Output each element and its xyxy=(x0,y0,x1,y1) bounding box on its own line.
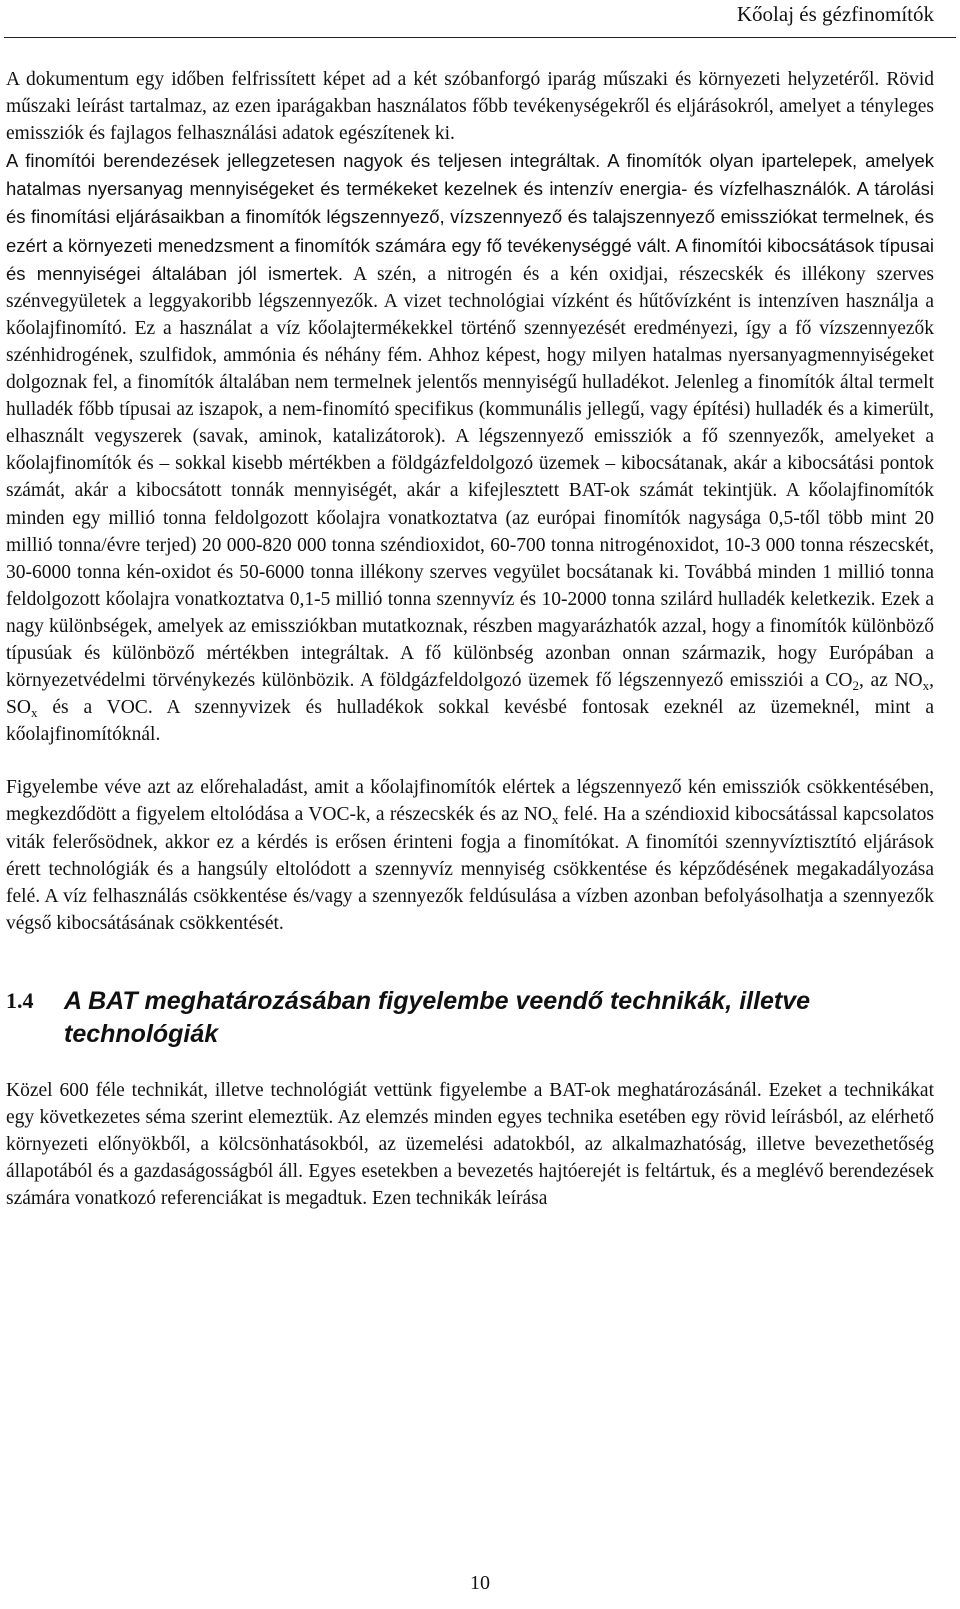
section-spacer xyxy=(6,937,934,985)
paragraph-sentence: A finomítók olyan ipartelepek, amelyek hatalmas nyersanyag mennyiségeket és termékeket kezelnek és intenzív energia- és vízfelhasználók. xyxy=(6,150,934,200)
paragraph-sentence: A finomítói berendezések jellegzetesen nagyok és teljesen integráltak. xyxy=(6,150,601,172)
paragraph-intro xyxy=(6,66,934,748)
subscript: 2 xyxy=(852,678,860,694)
section-heading xyxy=(6,985,934,1051)
paragraph-sentence: és a VOC. A szennyvizek és hulladékok sokkal kevésbé fontosak ezeknél az üzemeknél, mint a kőolajfinomítóknál. xyxy=(6,697,934,746)
paragraph-techniques: Közel 600 féle technikát, illetve technológiát vettünk figyelembe a BAT-ok meghatározásánál. Ezeket a technikákat egy következetes séma szerint elemeztük. Az elemzés minden egyes technika esetében egy rövid leírásból, az elérhető környezeti előnyökből, a kölcsönhatásokból, az üzemelési adatokból, az alkalmazhatóság, illetve bevezethetőség állapotából és a gazdaságosságból áll. Egyes esetekben a bevezetés hajtóerejét is feltártuk, és a meglévő berendezések számára vonatkozó referenciákat is megadtuk. Ezen technikák leírása xyxy=(6,1079,934,1210)
paragraph-sentence: felé. Ha a széndioxid kibocsátással kapcsolatos viták felerősödnek, akkor ez a kérdés is erősen érinteni fogja a finomítókat. A finomítói szennyvíztisztító eljárások érett technológiák és a hangsúly eltolódott a szennyvíz mennyiség csökkentése és képződésének megakadályozása felé. A víz felhasználás csökkentése és/vagy a szennyezők feldúsulása a vízben azonban befolyásolhatja a szennyezők végső kibocsátásának csökkentését. xyxy=(6,804,934,934)
section-number: 1.4 xyxy=(6,987,34,1013)
running-header: Kőolaj és gézfinomítók xyxy=(736,2,934,26)
document-body xyxy=(6,66,934,1212)
paragraph-sentence: A dokumentum egy időben felfrissített képet ad a két szóbanforgó iparág műszaki és környezeti helyzetéről. Rövid műszaki leírást tartalmaz, az ezen iparágakban használatos főbb tevékenységekről és eljárásokról, amelyet a tényleges emissziók és fajlagos felhasználási adatok egészítenek ki. xyxy=(6,69,934,145)
paragraph-sentence: , az NO xyxy=(859,670,923,692)
subscript: x xyxy=(551,812,559,828)
paragraph-progress xyxy=(6,774,934,937)
paragraph-sentence: Figyelembe véve azt az előrehaladást, amit a kőolajfinomítók elértek a légszennyező kén emissziók csökkentésében, megkezdődött a figyelem eltolódása a VOC-k, a részecskék és az NO xyxy=(6,777,934,826)
header-divider xyxy=(4,37,956,38)
subscript: x xyxy=(922,678,930,694)
paragraph-sentence: Ez a használat a víz kőolajtermékekkel történő szennyezését eredményezi, így a fő vízszennyezők szénhidrogének, szulfidok, ammónia és néhány fém. Ahhoz képest, hogy milyen hatalmas nyersanyagmennyiségeket dolgoznak fel, a finomítók általában nem termelnek jelentős mennyiségű hulladékot. Jelenleg a finomítók által termelt hulladék főbb típusai az iszapok, a nem-finomító specifikus (kommunális jellegű, vagy építési) hulladék és a kimerült, elhasznált vegyszerek (savak, aminok, katalizátorok). A légszennyező emissziók a fő szennyezők, amelyeket a kőolajfinomítók és – sokkal kisebb mértékben a földgázfeldolgozó üzemek – kibocsátanak, akár a kibocsátási pontok számát, akár a kibocsátott tonnák mennyiségét, akár a kifejlesztett BAT-ok számát tekintjük. A kőolajfinomítók minden egy millió tonna feldolgozott kőolajra vonatkoztatva (az európai finomítók nagysága 0,5-től több mint 20 millió tonna/évre terjed) 20 000-820 000 tonna széndioxidot, 60-700 tonna nitrogénoxidot, 10-3 000 tonna részecskét, 30-6000 tonna kén-oxidot és 50-6000 tonna illékony szerves vegyület bocsátanak ki. Továbbá minden 1 millió tonna feldolgozott kőolajra vonatkoztatva 0,1-5 millió tonna szennyvíz és 10-2000 tonna szilárd hulladék keletkezik. Ezek a nagy különbségek, amelyek az emissziókban mutatkoznak, részben magyarázhatók azzal, hogy a finomítók különböző típusúak és különböző mértékben integráltak. A fő különbség azonban onnan származik, hogy Európában a környezetvédelmi törvénykezés különbözik. A földgázfeldolgozó üzemek fő légszennyező emissziói a CO xyxy=(6,317,934,692)
subscript: x xyxy=(30,705,38,721)
paragraph-spacer xyxy=(6,1051,934,1077)
paragraph-sentence: A szén, a nitrogén és a kén oxidjai, részecskék és illékony szerves szénvegyületek a leggyakoribb légszennyezők. A vizet technológiai vízként és hűtővízként is intenzíven használja a kőolajfinomító. xyxy=(6,263,934,339)
section-title: A BAT meghatározásában figyelembe veendő technikák, illetve technológiák xyxy=(64,986,811,1048)
paragraph-sentence: , SO xyxy=(6,670,934,719)
page-number: 10 xyxy=(470,1572,490,1594)
paragraph-sentence: A tárolási és finomítási eljárásaikban a finomítók légszennyező, vízszennyező és talajszennyező emissziókat termelnek, és ezért a környezeti menedzsment a finomítók számára egy fő tevékenységgé vált. A finomítói kibocsátások típusai és mennyiségei általában jól ismertek. xyxy=(6,178,935,284)
paragraph-spacer xyxy=(6,748,934,774)
